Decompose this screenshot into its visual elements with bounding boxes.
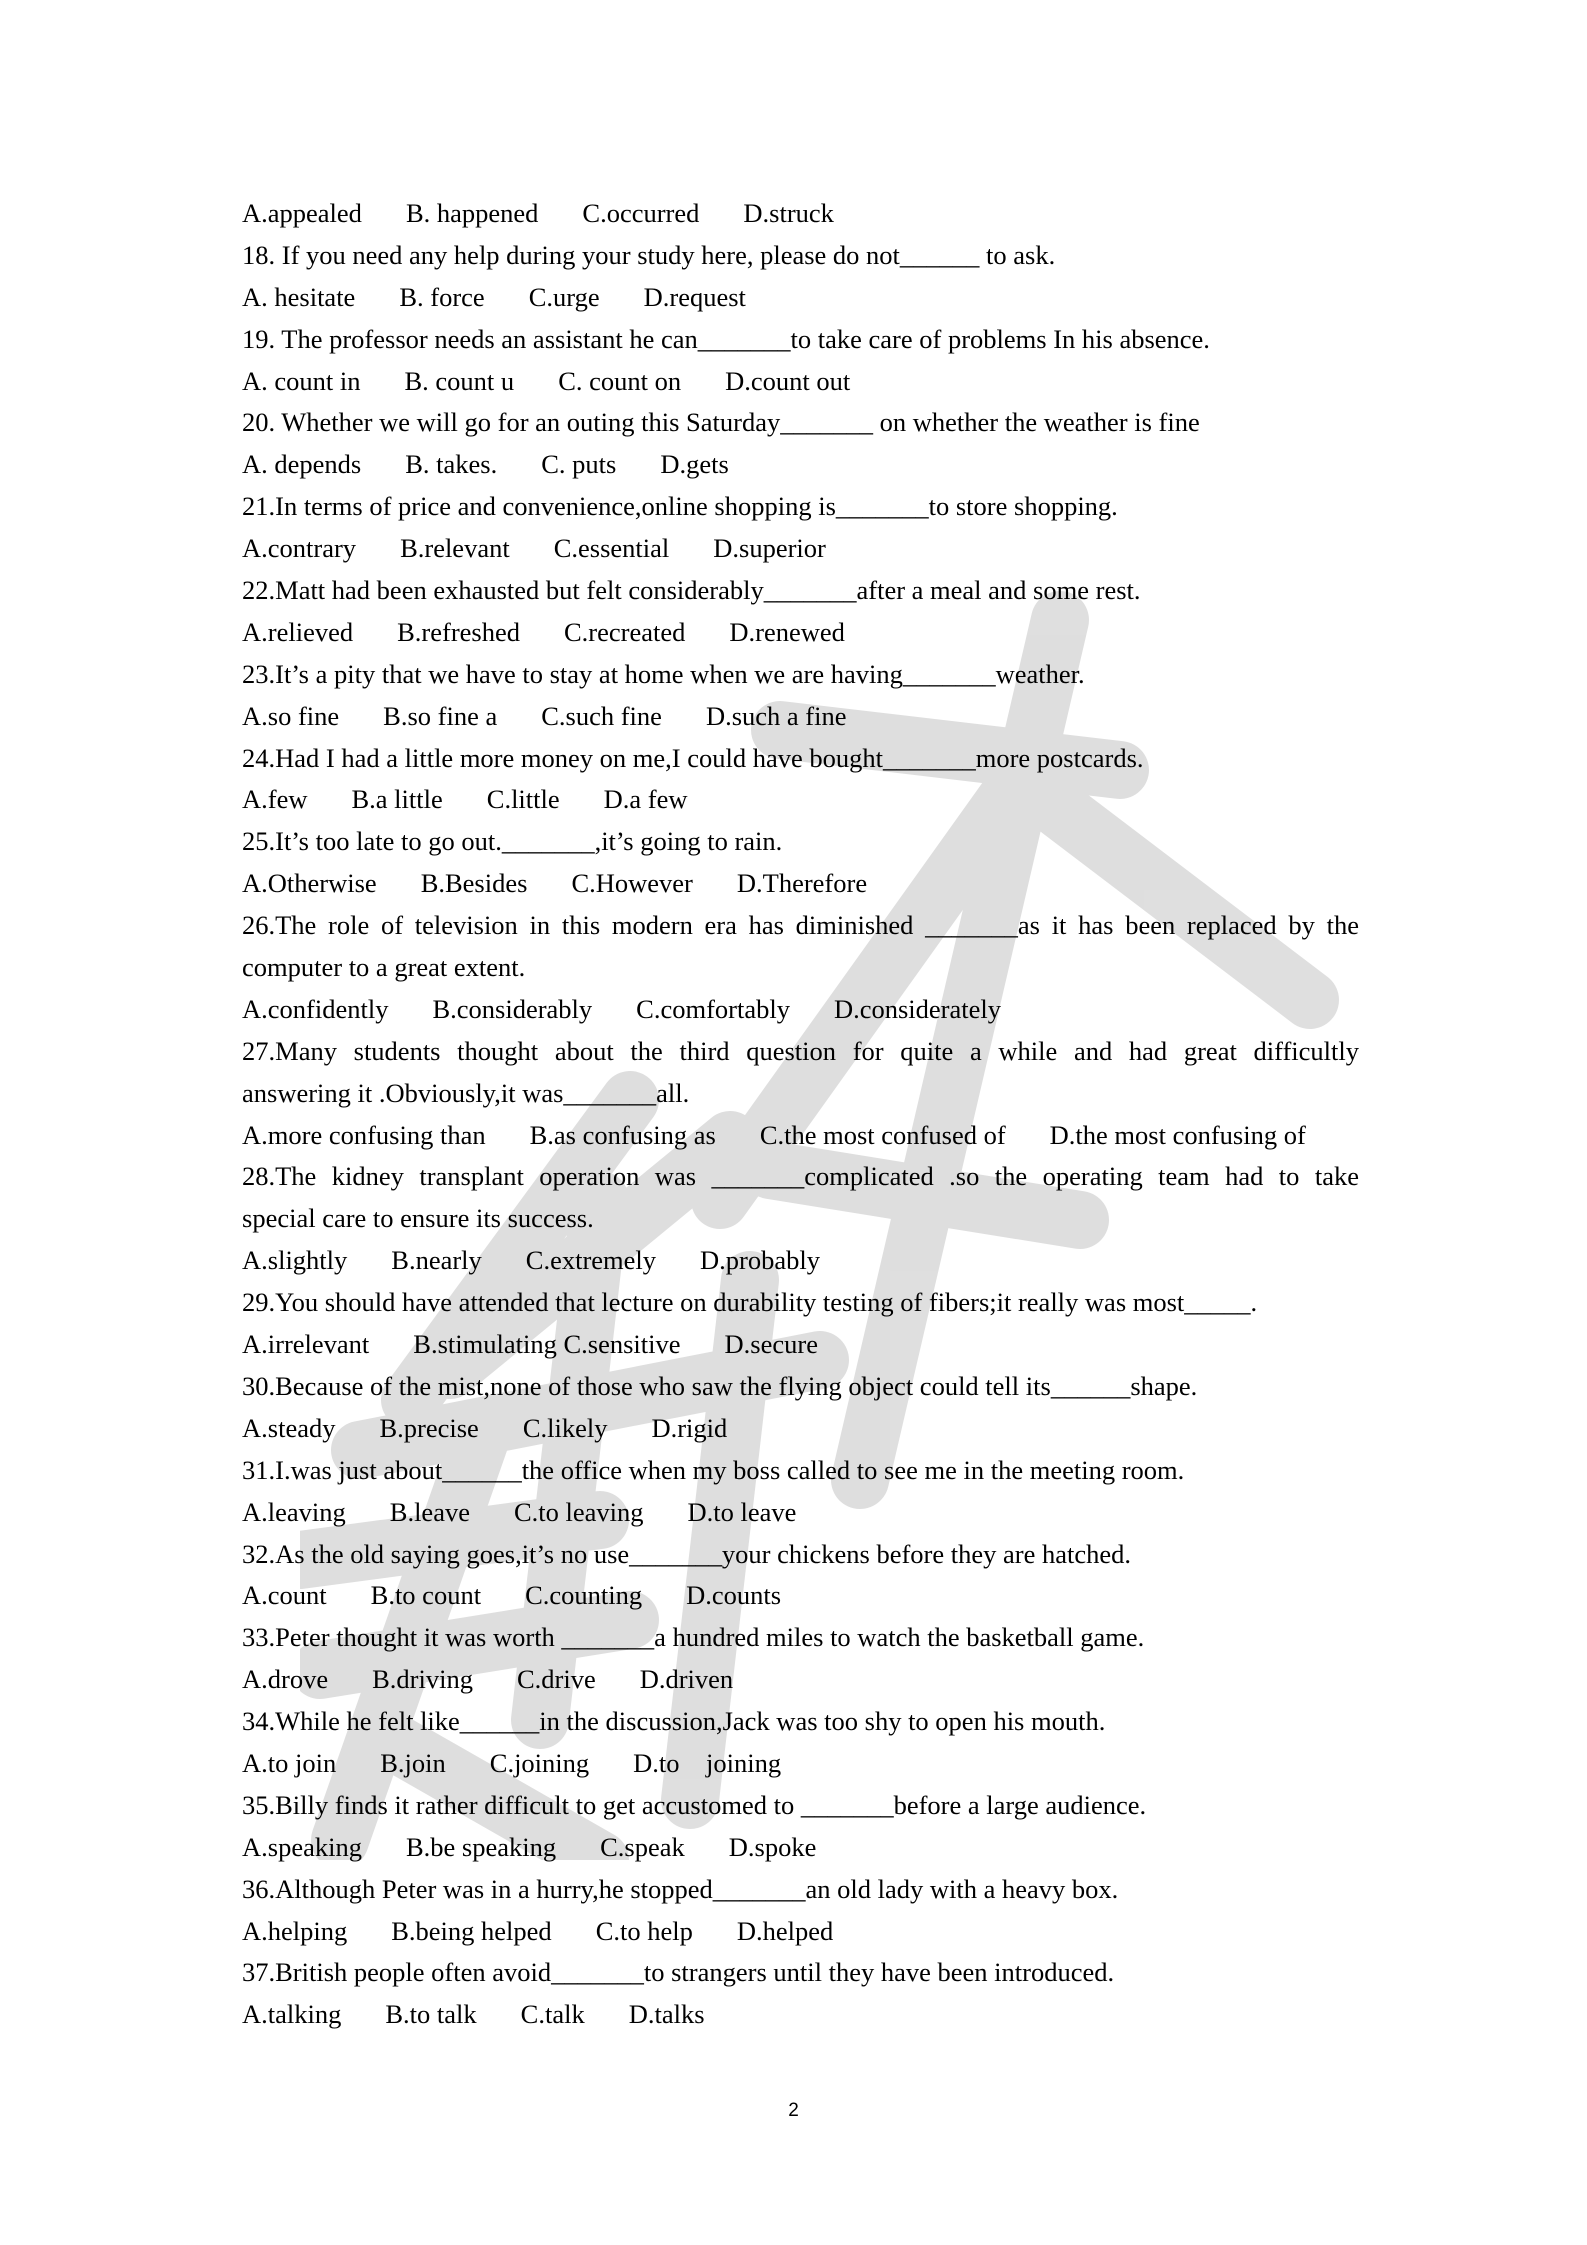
answer-option: B.be speaking	[405, 1831, 557, 1862]
answer-option: D.secure	[724, 1329, 818, 1360]
answer-option: B.so fine a	[383, 700, 498, 731]
answer-option: D.count out	[725, 365, 851, 396]
answer-options	[242, 612, 1359, 654]
question-text: 35.Billy finds it rather difficult to get accustomed to _______before a large audience.	[242, 1789, 1147, 1820]
answer-option: C.joining	[489, 1747, 590, 1778]
answer-option: D.the most confusing of	[1049, 1119, 1306, 1150]
question-text: 20. Whether we will go for an outing this Saturday_______ on whether the weather is fine	[242, 407, 1200, 438]
answer-options	[242, 1827, 1359, 1869]
answer-option: A.relieved	[242, 616, 354, 647]
answer-option: A.irrelevant	[242, 1329, 370, 1360]
answer-option: C.little	[486, 784, 560, 815]
answer-option: B.precise	[379, 1412, 479, 1443]
answer-options	[242, 989, 1359, 1031]
question-text: 26.The role of television in this modern era has diminished _______as it has been replaced by the	[242, 910, 1359, 941]
question-text: 36.Although Peter was in a hurry,he stopped_______an old lady with a heavy box.	[242, 1873, 1119, 1904]
answer-option: A.Otherwise	[242, 868, 377, 899]
answer-option: D.to leave	[687, 1496, 797, 1527]
answer-options	[242, 444, 1359, 486]
answer-option: D.gets	[660, 449, 729, 480]
answer-option: C.drive	[516, 1664, 596, 1695]
answer-option: A.contrary	[242, 533, 357, 564]
answer-option: A.to join	[242, 1747, 337, 1778]
answer-option: D.such a fine	[705, 700, 847, 731]
answer-option: C.occurred	[582, 198, 700, 228]
answer-option: B.a little	[351, 784, 443, 815]
question-text: 31.I.was just about______the office when my boss called to see me in the meeting room.	[242, 1454, 1185, 1485]
answer-option: C.the most confused of	[759, 1119, 1006, 1150]
answer-option: B.to count	[370, 1580, 482, 1611]
answer-option: B.stimulating C.sensitive	[413, 1329, 681, 1360]
answer-options	[242, 1408, 1359, 1450]
answer-option: B.considerably	[432, 993, 593, 1024]
answer-option: C.extremely	[525, 1245, 657, 1276]
answer-option: B.as confusing as	[529, 1119, 716, 1150]
answer-option: A.steady	[242, 1412, 336, 1443]
answer-option: D.considerately	[833, 993, 1002, 1024]
answer-option: D.request	[643, 281, 746, 312]
answer-options	[242, 779, 1359, 821]
answer-option: C.counting	[525, 1580, 643, 1611]
question-text: 22.Matt had been exhausted but felt considerably_______after a meal and some rest.	[242, 575, 1141, 606]
answer-options	[242, 361, 1359, 403]
answer-option: B. happened	[405, 198, 539, 228]
answer-options	[242, 193, 1359, 235]
answer-option: B. count u	[404, 365, 515, 396]
answer-option: D.probably	[700, 1245, 821, 1276]
answer-option: C.However	[571, 868, 693, 899]
answer-option: B.join	[380, 1747, 446, 1778]
answer-option: D.spoke	[728, 1831, 817, 1862]
answer-option: B.to talk	[385, 1999, 477, 2030]
question-text: 37.British people often avoid_______to strangers until they have been introduced.	[242, 1957, 1115, 1988]
answer-option: A. depends	[242, 449, 362, 480]
question-text: 25.It’s too late to go out._______,it’s going to rain.	[242, 826, 783, 857]
answer-option: C.speak	[600, 1831, 685, 1862]
answer-option: D.driven	[639, 1664, 734, 1695]
answer-option: C. puts	[541, 449, 617, 480]
answer-option: A.few	[242, 784, 308, 815]
question-text: 29.You should have attended that lecture on durability testing of fibers;it really was most_____.	[242, 1287, 1258, 1318]
answer-option: B.refreshed	[397, 616, 520, 647]
answer-options	[242, 1659, 1359, 1701]
answer-option: C.to help	[595, 1915, 693, 1946]
answer-options	[242, 1492, 1359, 1534]
question-text: 28.The kidney transplant operation was _______complicated .so the operating team had to take	[242, 1161, 1359, 1192]
answer-option: B.being helped	[391, 1915, 552, 1946]
answer-option: D.renewed	[729, 616, 845, 647]
question-text: 33.Peter thought it was worth _______a hundred miles to watch the basketball game.	[242, 1622, 1145, 1653]
answer-option: C.essential	[553, 533, 670, 564]
answer-option: A.speaking	[242, 1831, 362, 1862]
answer-option: A.leaving	[242, 1496, 346, 1527]
answer-option: A.helping	[242, 1915, 348, 1946]
answer-option: A. count in	[242, 365, 361, 396]
answer-options	[242, 696, 1359, 738]
question-text: 34.While he felt like______in the discussion,Jack was too shy to open his mouth.	[242, 1706, 1106, 1737]
question-text: 21.In terms of price and convenience,online shopping is_______to store shopping.	[242, 491, 1118, 522]
answer-option: D.Therefore	[736, 868, 868, 899]
answer-option: D.counts	[686, 1580, 782, 1611]
answer-option: B. force	[399, 281, 485, 312]
answer-option: A.so fine	[242, 700, 340, 731]
answer-option: D.helped	[736, 1915, 834, 1946]
answer-option: A.talking	[242, 1999, 342, 2030]
answer-option: C.talk	[520, 1999, 585, 2030]
question-text: special care to ensure its success.	[242, 1203, 594, 1234]
question-text: 24.Had I had a little more money on me,I could have bought_______more postcards.	[242, 742, 1144, 773]
answer-option: A.slightly	[242, 1245, 348, 1276]
answer-option: C.to leaving	[513, 1496, 644, 1527]
answer-options	[242, 863, 1359, 905]
answer-options	[242, 1994, 1359, 2036]
question-text: 18. If you need any help during your study here, please do not______ to ask.	[242, 239, 1056, 270]
answer-option: C.likely	[522, 1412, 608, 1443]
answer-option: C.such fine	[541, 700, 662, 731]
answer-option: D.to joining	[633, 1747, 782, 1778]
answer-options	[242, 277, 1359, 319]
answer-option: D.talks	[628, 1999, 705, 2030]
answer-option: A.confidently	[242, 993, 389, 1024]
answer-option: B.nearly	[391, 1245, 482, 1276]
answer-option: A.appealed	[242, 198, 362, 228]
answer-option: A.drove	[242, 1664, 329, 1695]
answer-option: B.Besides	[420, 868, 528, 899]
answer-option: D.rigid	[651, 1412, 728, 1443]
answer-option: D.struck	[743, 198, 834, 228]
answer-option: A.count	[242, 1580, 327, 1611]
question-text: 32.As the old saying goes,it’s no use_______your chickens before they are hatched.	[242, 1538, 1132, 1569]
answer-option: C.recreated	[563, 616, 686, 647]
question-list	[242, 193, 1359, 2036]
answer-option: A. hesitate	[242, 281, 356, 312]
question-text: computer to a great extent.	[242, 952, 526, 983]
answer-option: C. count on	[558, 365, 682, 396]
answer-option: C.comfortably	[636, 993, 790, 1024]
answer-options	[242, 1324, 1359, 1366]
answer-options	[242, 528, 1359, 570]
answer-option: B.relevant	[400, 533, 510, 564]
question-text: 27.Many students thought about the third question for quite a while and had great difficultly	[242, 1035, 1359, 1066]
answer-option: A.more confusing than	[242, 1119, 486, 1150]
question-text: 23.It’s a pity that we have to stay at home when we are having_______weather.	[242, 658, 1085, 689]
answer-option: B.driving	[372, 1664, 473, 1695]
answer-option: B. takes.	[405, 449, 498, 480]
answer-options	[242, 1743, 1359, 1785]
answer-option: B.leave	[389, 1496, 470, 1527]
answer-option: C.urge	[528, 281, 600, 312]
answer-options	[242, 1575, 1359, 1617]
question-text: 30.Because of the mist,none of those who saw the flying object could tell its______shape.	[242, 1370, 1198, 1401]
answer-option: D.superior	[713, 533, 826, 564]
question-text: 19. The professor needs an assistant he can_______to take care of problems In his absence.	[242, 323, 1210, 354]
answer-options	[242, 1240, 1359, 1282]
question-text: answering it .Obviously,it was_______all.	[242, 1077, 690, 1108]
answer-options	[242, 1911, 1359, 1953]
page-number: 2	[788, 2100, 799, 2121]
answer-option: D.a few	[603, 784, 688, 815]
answer-options	[242, 1115, 1359, 1157]
